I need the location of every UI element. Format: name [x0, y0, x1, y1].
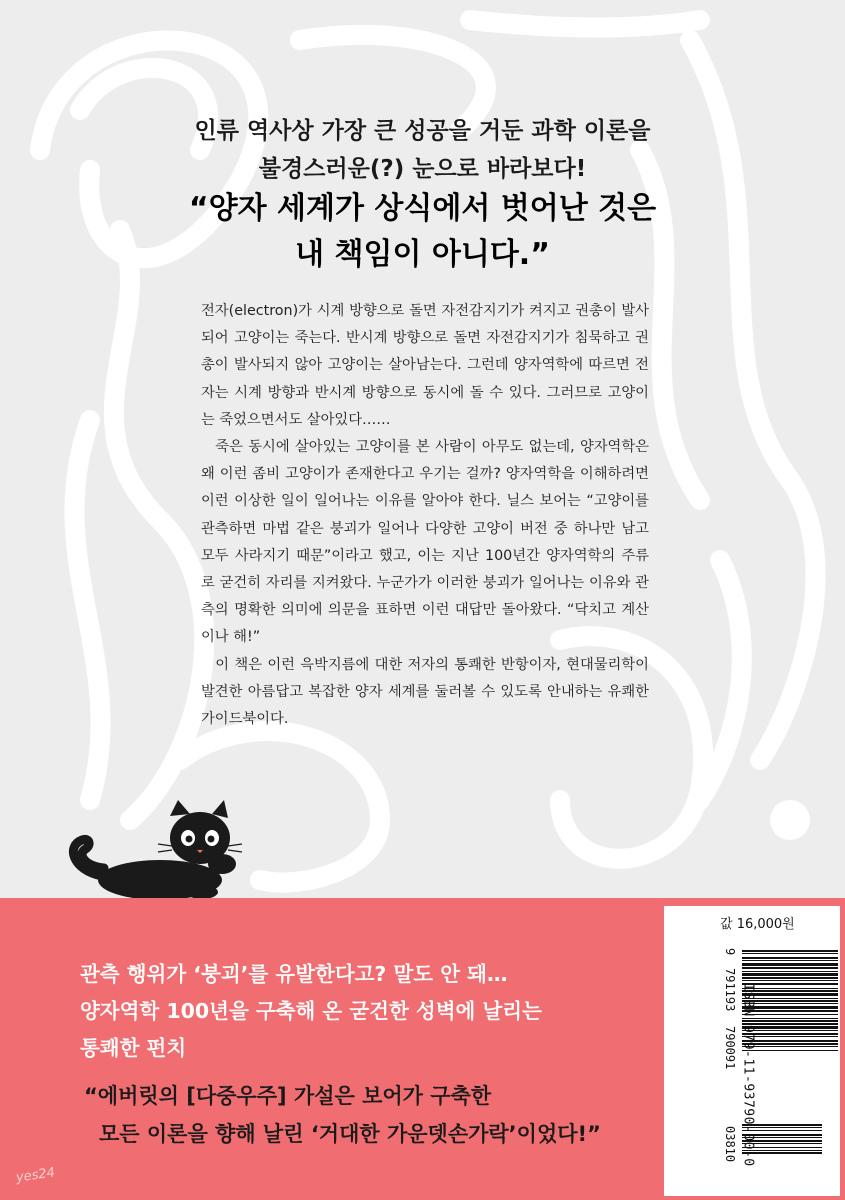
barcode-bar: [742, 967, 838, 969]
barcode-bar: [742, 977, 838, 979]
price-label: 값 16,000원: [720, 917, 795, 932]
body-paragraph-2: 죽은 동시에 살아있는 고양이를 본 사람이 아무도 없는데, 양자역학은 왜 이런 좀비 고양이가 존재한다고 우기는 걸까? 양자역학을 이해하려면 이런 이상한 일이 일어나는 이유를 알아야 한다. 닐스 보어는 “고양이를 관측하면 마법 같은 붕괴가 일어나 다양한 고양이 버전 중 하나만 남고 모두 사라지기 때문”이라고 했고, 이는 지난 100년간 양자역학의 주류로 굳건히 자리를 지켜왔다. 누군가가 이러한 붕괴가 일어나는 이유와 관측의 명확한 의미에 의문을 표하면 이런 대답만 돌아왔다. “닥치고 계산이나 해!”: [201, 439, 649, 646]
barcode-bar: [742, 998, 838, 999]
body-paragraph-1: 전자(electron)가 시계 방향으로 돌면 자전감지기가 켜지고 권총이 발사되어 고양이는 죽는다. 반시계 방향으로 돌면 자전감지기가 침묵하고 권총이 발사되지 않아 고양이는 살아남는다. 그런데 양자역학에 따르면 전자는 시계 방향과 반시계 방향으로 동시에 돌 수 있다. 그러므로 고양이는 죽었으면서도 살아있다……: [201, 303, 649, 428]
barcode: [696, 942, 845, 1172]
promo-line-3: 통쾌한 펀치: [80, 1036, 187, 1060]
barcode-bar: [742, 957, 838, 959]
barcode-digit-lead: 9: [723, 948, 737, 956]
barcode-bar: [742, 953, 838, 954]
barcode-bar: [742, 990, 838, 992]
barcode-bar: [742, 1020, 838, 1022]
isbn-label: ISBN 979-11-93790-00-0: [740, 983, 756, 1167]
barcode-bar: [742, 983, 838, 985]
quote-line-2: 모든 이론을 향해 날린 ‘거대한 가운뎃손가락’이었다!”: [99, 1122, 601, 1146]
promo-line-2: 양자역학 100년을 구축해 온 굳건한 성벽에 날리는: [80, 999, 542, 1023]
headline-line-1: “양자 세계가 상식에서 벗어난 것은: [188, 191, 657, 226]
barcode-digits-left: 791193: [723, 968, 737, 1012]
barcode-bar: [742, 1018, 838, 1019]
barcode-bar: [742, 1026, 838, 1029]
barcode-bar: [742, 1003, 838, 1004]
barcode-bar: [742, 1046, 838, 1047]
tagline: [0, 112, 845, 188]
barcode-bar: [742, 1014, 838, 1015]
barcode-bar: [742, 1033, 838, 1035]
headline-quote: [0, 186, 845, 278]
barcode-bar: [742, 1030, 838, 1031]
barcode-digits-right: 790091: [723, 1026, 737, 1070]
barcode-bar: [742, 1036, 838, 1037]
barcode-bar: [742, 1023, 838, 1025]
tagline-line-2: 불경스러운(?) 눈으로 바라보다!: [258, 156, 587, 182]
barcode-addon-digits: 03810: [723, 1126, 737, 1163]
barcode-bar: [742, 1040, 838, 1042]
promo-line-1: 관측 행위가 ‘붕괴’를 유발한다고? 말도 안 돼…: [80, 962, 508, 986]
endorsement-quote: [84, 1077, 601, 1153]
barcode-bar: [742, 950, 838, 952]
barcode-bar: [742, 973, 838, 976]
barcode-bar: [742, 1043, 838, 1045]
barcode-bar: [742, 1010, 838, 1012]
black-cat-illustration: [62, 798, 252, 900]
promo-text: [80, 956, 542, 1067]
body-text: [201, 298, 649, 733]
headline-line-2: 내 책임이 아니다.”: [295, 237, 550, 272]
signature-watermark: yes24: [15, 1165, 56, 1186]
barcode-bar: [742, 993, 838, 996]
tagline-line-1: 인류 역사상 가장 큰 성공을 거둔 과학 이론을: [194, 118, 651, 144]
barcode-bar: [742, 1050, 838, 1051]
barcode-bar: [742, 960, 838, 961]
quote-line-1: “에버릿의 [다중우주] 가설은 보어가 구축한: [84, 1084, 492, 1108]
barcode-bar: [742, 1006, 838, 1009]
barcode-bar: [742, 988, 838, 989]
barcode-bar: [742, 1000, 838, 1002]
barcode-bar: [742, 971, 838, 972]
barcode-bars: [742, 950, 838, 1154]
barcode-bar: [742, 963, 838, 966]
body-paragraph-3: 이 책은 이런 윽박지름에 대한 저자의 통쾌한 반항이자, 현대물리학이 발견한 아름답고 복잡한 양자 세계를 둘러볼 수 있도록 안내하는 유쾌한 가이드북이다.: [201, 656, 649, 728]
barcode-bar: [742, 980, 838, 981]
